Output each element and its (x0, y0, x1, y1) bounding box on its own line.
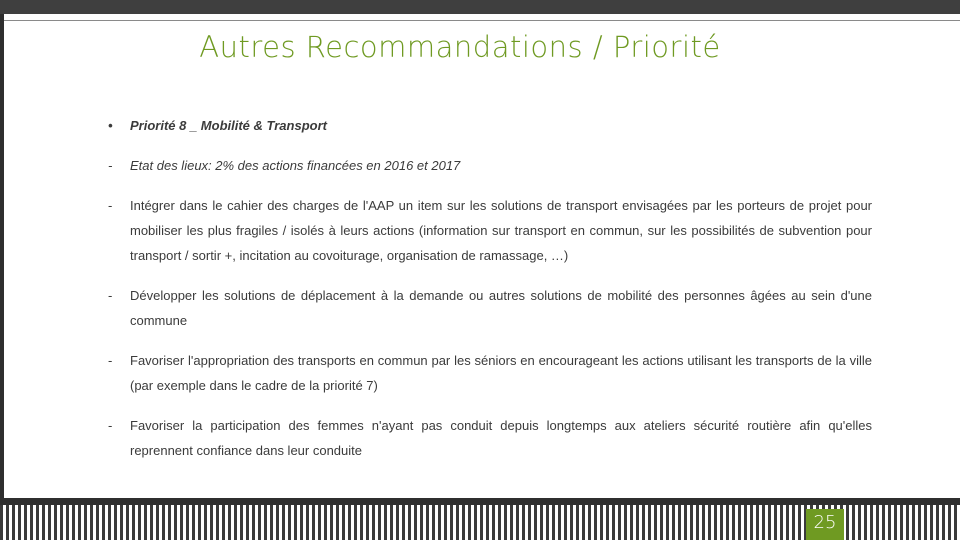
dash-marker: - (108, 353, 113, 368)
bullet-marker: • (108, 118, 113, 133)
list-item-text: Favoriser la participation des femmes n'ayant pas conduit depuis longtemps aux ateliers sécurité routière afin qu'elles reprennent confiance dans leur conduite (130, 418, 872, 458)
recommendations-list (108, 113, 872, 478)
list-item (108, 283, 872, 333)
list-item (108, 348, 872, 398)
list-item-text: Intégrer dans le cahier des charges de l'AAP un item sur les solutions de transport envisagées par les porteurs de projet pour mobiliser les plus fragiles / isolés à leurs actions (information sur transport en commun, sur les possibilités de subvention pour transport / sortir +, incitation au covoiturage, organisation de ramassage, …) (130, 198, 872, 263)
dash-marker: - (108, 418, 113, 433)
top-decorative-bar (0, 0, 960, 14)
dash-marker: - (108, 288, 113, 303)
page-number: 25 (813, 512, 837, 533)
top-rule (0, 20, 960, 21)
list-item (108, 413, 872, 463)
dash-marker: - (108, 158, 113, 173)
list-item-priority-heading (108, 113, 872, 138)
dash-marker: - (108, 198, 113, 213)
list-item (108, 193, 872, 268)
list-item-text: Développer les solutions de déplacement à la demande ou autres solutions de mobilité des personnes âgées au sein d'une commune (130, 288, 872, 328)
list-item-text: Favoriser l'appropriation des transports en commun par les séniors en encourageant les actions utilisant les transports de la ville (par exemple dans le cadre de la priorité 7) (130, 353, 872, 393)
list-item-text: Etat des lieux: 2% des actions financées en 2016 et 2017 (130, 158, 461, 173)
list-item-status (108, 153, 872, 178)
slide-title: Autres Recommandations / Priorité (199, 30, 721, 64)
bottom-band-top-strip (0, 498, 960, 505)
left-edge-bar (0, 14, 4, 498)
list-item-text: Priorité 8 _ Mobilité & Transport (130, 118, 327, 133)
